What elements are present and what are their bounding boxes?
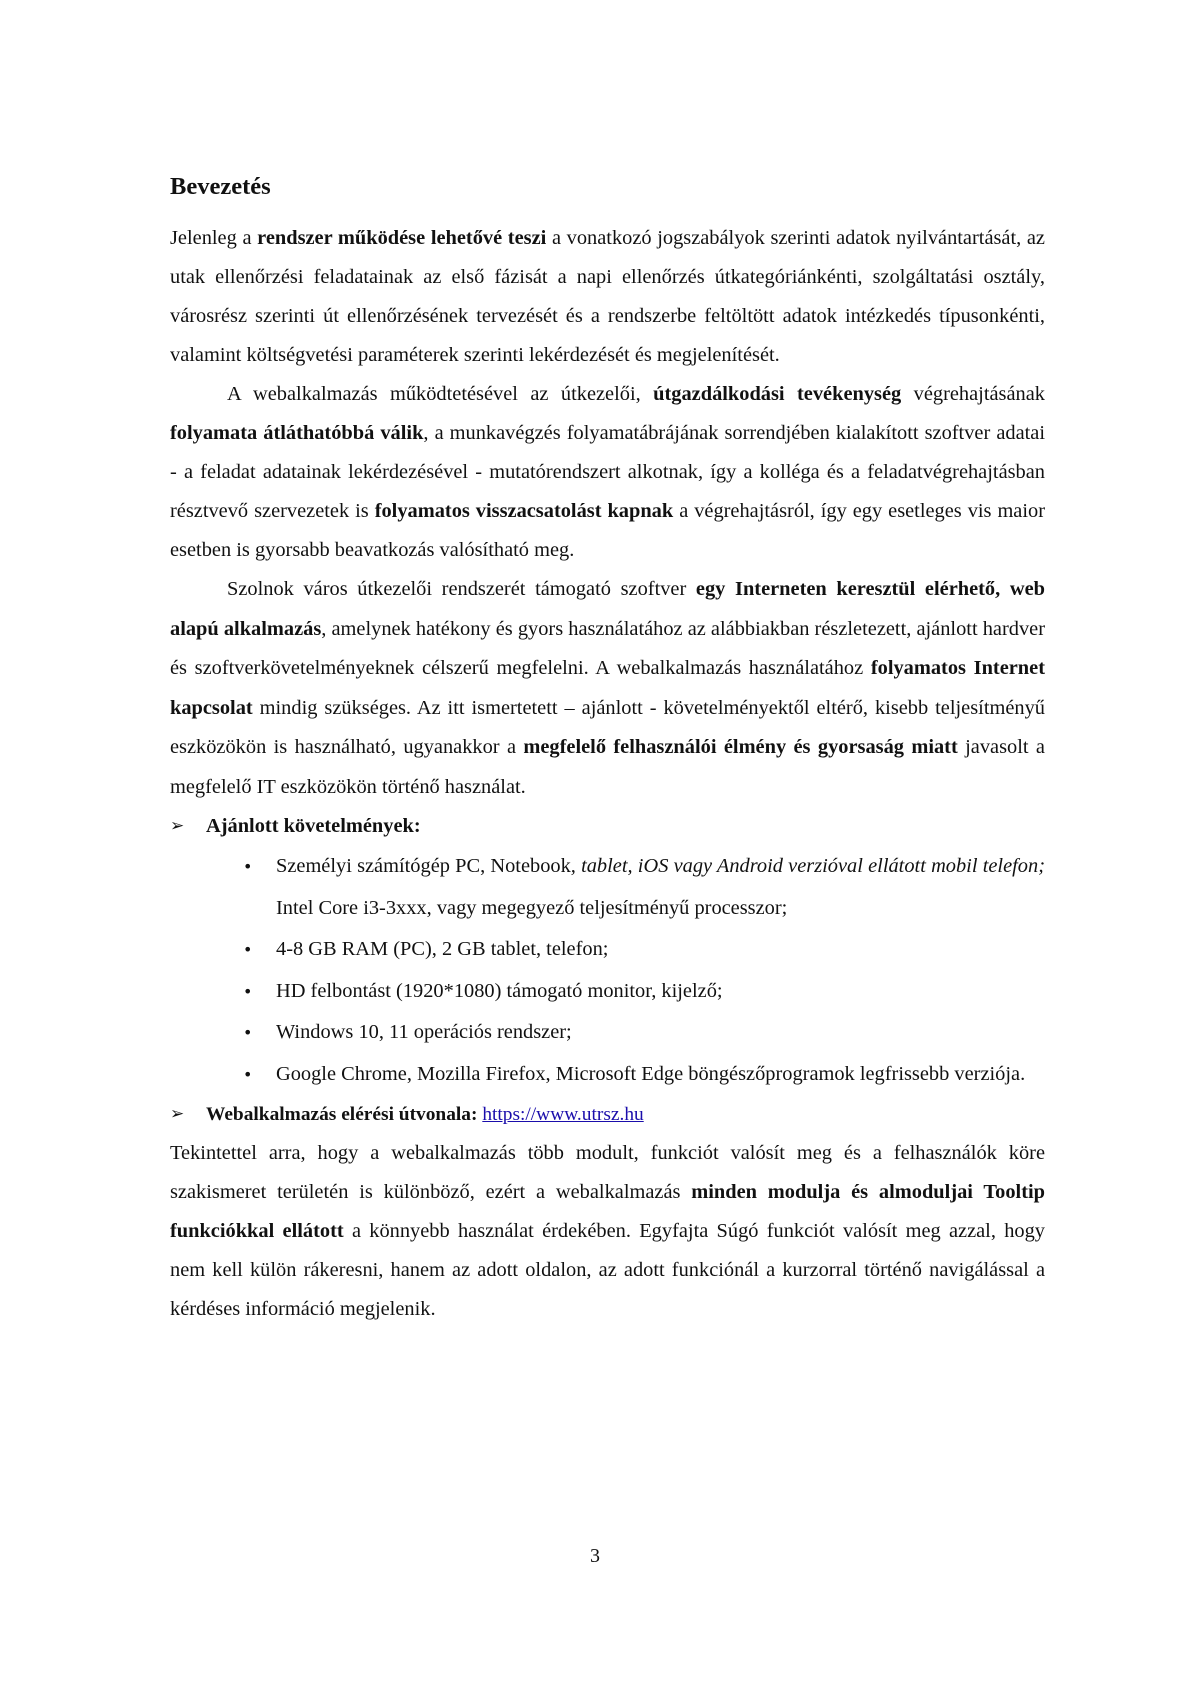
list-item: • Windows 10, 11 operációs rendszer;: [276, 1012, 1045, 1054]
list-item: • Google Chrome, Mozilla Firefox, Microsoft Edge böngészőprogramok legfrissebb verziója.: [276, 1054, 1045, 1096]
bullet-icon: •: [243, 1064, 253, 1084]
document-page: [170, 172, 1045, 1329]
bullet-icon: •: [243, 940, 253, 960]
access-path-line: [170, 1095, 1045, 1134]
requirements-heading: [170, 807, 1045, 846]
bullet-icon: •: [243, 857, 253, 877]
section-heading: Bevezetés: [170, 173, 271, 200]
access-label: Webalkalmazás elérési útvonala:: [206, 1104, 478, 1126]
requirements-title: Ajánlott követelmények:: [206, 815, 421, 838]
arrow-bullet-icon: ➢: [170, 816, 185, 837]
bullet-icon: •: [243, 1023, 253, 1043]
bold-phrase: egy Interneten keresztül elérhető, web alapú alkalmazás: [170, 578, 1045, 640]
bold-phrase: folyamata átláthatóbbá válik: [170, 422, 424, 445]
tooltip-paragraph: Tekintettel arra, hogy a webalkalmazás több modult, funkciót valósít meg és a felhasználók köre szakismeret területén is különböző, ezért a webalkalmazás minden modulja és almoduljai Tooltip funkciókkal ellátott a könnyebb használat érdekében. Egyfajta Súgó funkciót valósít meg azzal, hogy nem kell külön rákeresni, hanem az adott oldalon, az adott funkciónál a kurzorral történő navigálással a kérdéses információ megjelenik.: [170, 1142, 1045, 1321]
bold-phrase: folyamatos visszacsatolást kapnak: [374, 500, 674, 523]
page-number: 3: [590, 1545, 600, 1567]
list-item: • Személyi számítógép PC, Notebook, tablet, iOS vagy Android verzióval ellátott mobil telefon; Intel Core i3-3xxx, vagy megegyező teljesítményű processzor;: [276, 846, 1045, 929]
bold-phrase: minden modulja és almoduljai Tooltip funkciókkal ellátott: [170, 1181, 1045, 1243]
list-item: • HD felbontást (1920*1080) támogató monitor, kijelző;: [276, 971, 1045, 1013]
bold-phrase: megfelelő felhasználói élmény és gyorsaság miatt: [523, 736, 958, 759]
software-paragraph: Szolnok város útkezelői rendszerét támogató szoftver egy Interneten keresztül elérhető, web alapú alkalmazás, amelynek hatékony és gyors használatához az alábbiakban részletezett, ajánlott hardver és szoftverkövetelményeknek célszerű megfelelni. A webalkalmazás használatához folyamatos Internet kapcsolat mindig szükséges. Az itt ismertetett – ajánlott - követelményektől eltérő, kisebb teljesítményű eszközökön is használható, ugyanakkor a megfelelő felhasználói élmény és gyorsaság miatt javasolt a megfelelő IT eszközökön történő használat.: [170, 578, 1045, 798]
intro-paragraph: Jelenleg a rendszer működése lehetővé teszi a vonatkozó jogszabályok szerinti adatok nyilvántartását, az utak ellenőrzési feladatainak az első fázisát a napi ellenőrzés útkategóriánkénti, szolgáltatási osztály, városrész szerinti út ellenőrzésének tervezését és a rendszerbe feltöltött adatok intézkedés típusonkénti, valamint költségvetési paraméterek szerinti lekérdezését és megjelenítését.: [170, 227, 1045, 367]
bullet-icon: •: [243, 981, 253, 1001]
requirements-list: [170, 846, 1045, 1095]
webapp-paragraph: A webalkalmazás működtetésével az útkezelői, útgazdálkodási tevékenység végrehajtásának folyamata átláthatóbbá válik, a munkavégzés folyamatábrájának sorrendjében kialakított szoftver adatai - a feladat adatainak lekérdezésével - mutatórendszert alkotnak, így a kolléga és a feladatvégrehajtásban résztvevő szervezetek is folyamatos visszacsatolást kapnak a végrehajtásról, így egy esetleges vis maior esetben is gyorsabb beavatkozás valósítható meg.: [170, 383, 1046, 562]
bold-phrase: folyamatos Internet kapcsolat: [170, 657, 1045, 719]
bold-phrase: rendszer működése lehetővé teszi: [257, 227, 547, 250]
list-item: • 4-8 GB RAM (PC), 2 GB tablet, telefon;: [276, 929, 1045, 971]
webapp-link[interactable]: https://www.utrsz.hu: [482, 1104, 644, 1126]
bold-phrase: útgazdálkodási tevékenység: [653, 383, 902, 406]
arrow-bullet-icon: ➢: [170, 1104, 185, 1125]
